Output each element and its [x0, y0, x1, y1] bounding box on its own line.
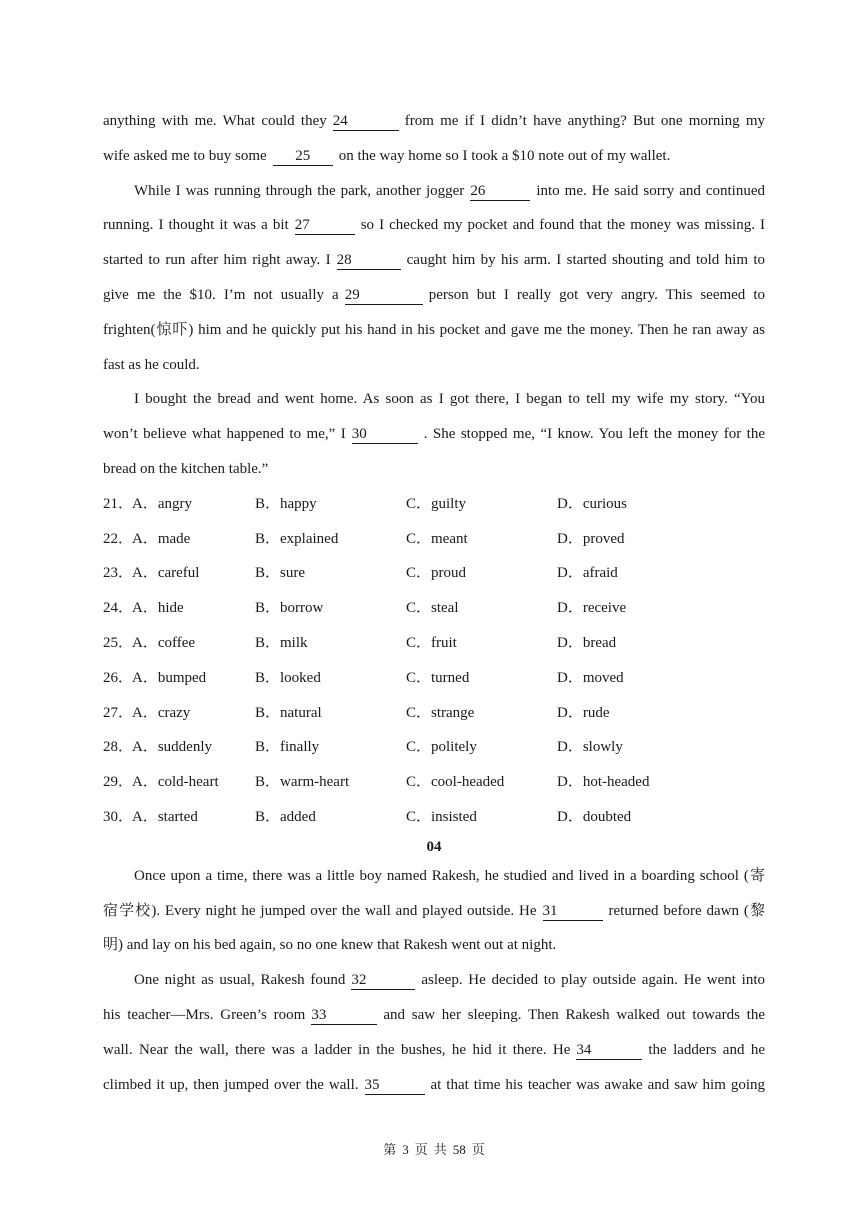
blank-32: 32 [351, 971, 415, 990]
text-line: wife asked me to buy some 25 on the way home so I took a $10 note out of my wallet. [103, 147, 671, 164]
blank-25: 25 [273, 147, 333, 166]
total-pages-number: 58 [452, 1142, 466, 1157]
blank-29: 29 [345, 286, 423, 305]
option-row: 25． A．coffee B．milk C．fruit D．bread [103, 634, 617, 651]
blank-34: 34 [576, 1041, 642, 1060]
text-line: 明) and lay on his bed again, so no one knew that Rakesh went out at night. [103, 937, 557, 954]
option-row: 22． A．made B．explained C．meant D．proved [103, 530, 625, 547]
option-row: 28． A．suddenly B．finally C．politely D．slowly [103, 739, 623, 756]
text-line: Once upon a time, there was a little boy named Rakesh, he studied and lived in a boarding school (寄 [134, 867, 765, 884]
option-row: 27． A．crazy B．natural C．strange D．rude [103, 704, 610, 721]
footer-label: 第 [383, 1142, 397, 1157]
option-row: 23． A．careful B．sure C．proud D．afraid [103, 565, 618, 582]
footer-label: 共 [433, 1142, 447, 1157]
text-line: bread on the kitchen table.” [103, 460, 269, 477]
text-line: anything with me. What could they 24 from me if I didn’t have anything? But one morning my [103, 113, 765, 129]
text-line: wall. Near the wall, there was a ladder in the bushes, he hid it there. He 34 the ladders and he [103, 1041, 765, 1058]
option-row: 24． A．hide B．borrow C．steal D．receive [103, 600, 627, 617]
footer-label: 页 [471, 1142, 485, 1157]
blank-35: 35 [365, 1076, 425, 1095]
text-line: climbed it up, then jumped over the wall. 35 at that time his teacher was awake and saw him going [103, 1076, 765, 1093]
current-page-number: 3 [402, 1142, 409, 1157]
option-row: 21． A．angry B．happy C．guilty D．curious [103, 495, 627, 512]
text-line: give me the $10. I’m not usually a 29 person but I really got very angry. This seemed to [103, 286, 765, 303]
option-row: 26． A．bumped B．looked C．turned D．moved [103, 669, 624, 686]
text-line: frighten(惊吓) him and he quickly put his hand in his pocket and gave me the money. Then he ran away as [103, 321, 765, 338]
blank-31: 31 [543, 902, 603, 921]
footer-label: 页 [414, 1142, 428, 1157]
blank-27: 27 [295, 216, 355, 235]
text-line: I bought the bread and went home. As soon as I got there, I began to tell my wife my story. “You [134, 391, 765, 408]
blank-30: 30 [352, 425, 418, 444]
text-line: While I was running through the park, another jogger 26 into me. He said sorry and continued [134, 182, 765, 199]
text-line: One night as usual, Rakesh found 32 asleep. He decided to play outside again. He went into [134, 972, 765, 989]
text-line: 宿学校). Every night he jumped over the wall and played outside. He 31 returned before dawn (黎 [103, 902, 765, 919]
text-line: fast as he could. [103, 356, 200, 373]
text-line: won’t believe what happened to me,” I 30 . She stopped me, “I know. You left the money for the [103, 426, 765, 443]
blank-26: 26 [470, 182, 530, 201]
blank-28: 28 [337, 251, 401, 270]
passage-03 [103, 104, 765, 1102]
option-row: 30． A．started B．added C．insisted D．doubted [103, 808, 632, 825]
text-line: running. I thought it was a bit 27 so I checked my pocket and found that the money was missing. I [103, 217, 765, 234]
text-line: his teacher—Mrs. Green’s room 33 and saw her sleeping. Then Rakesh walked out towards the [103, 1006, 765, 1023]
page-footer [0, 1139, 868, 1158]
section-heading: 04 [426, 838, 442, 855]
text-line: started to run after him right away. I 28 caught him by his arm. I started shouting and told him to [103, 252, 765, 269]
blank-24: 24 [333, 112, 399, 131]
options-list [103, 487, 765, 835]
option-row: 29． A．cold-heart B．warm-heart C．cool-headed D．hot-headed [103, 774, 650, 791]
blank-33: 33 [311, 1006, 377, 1025]
